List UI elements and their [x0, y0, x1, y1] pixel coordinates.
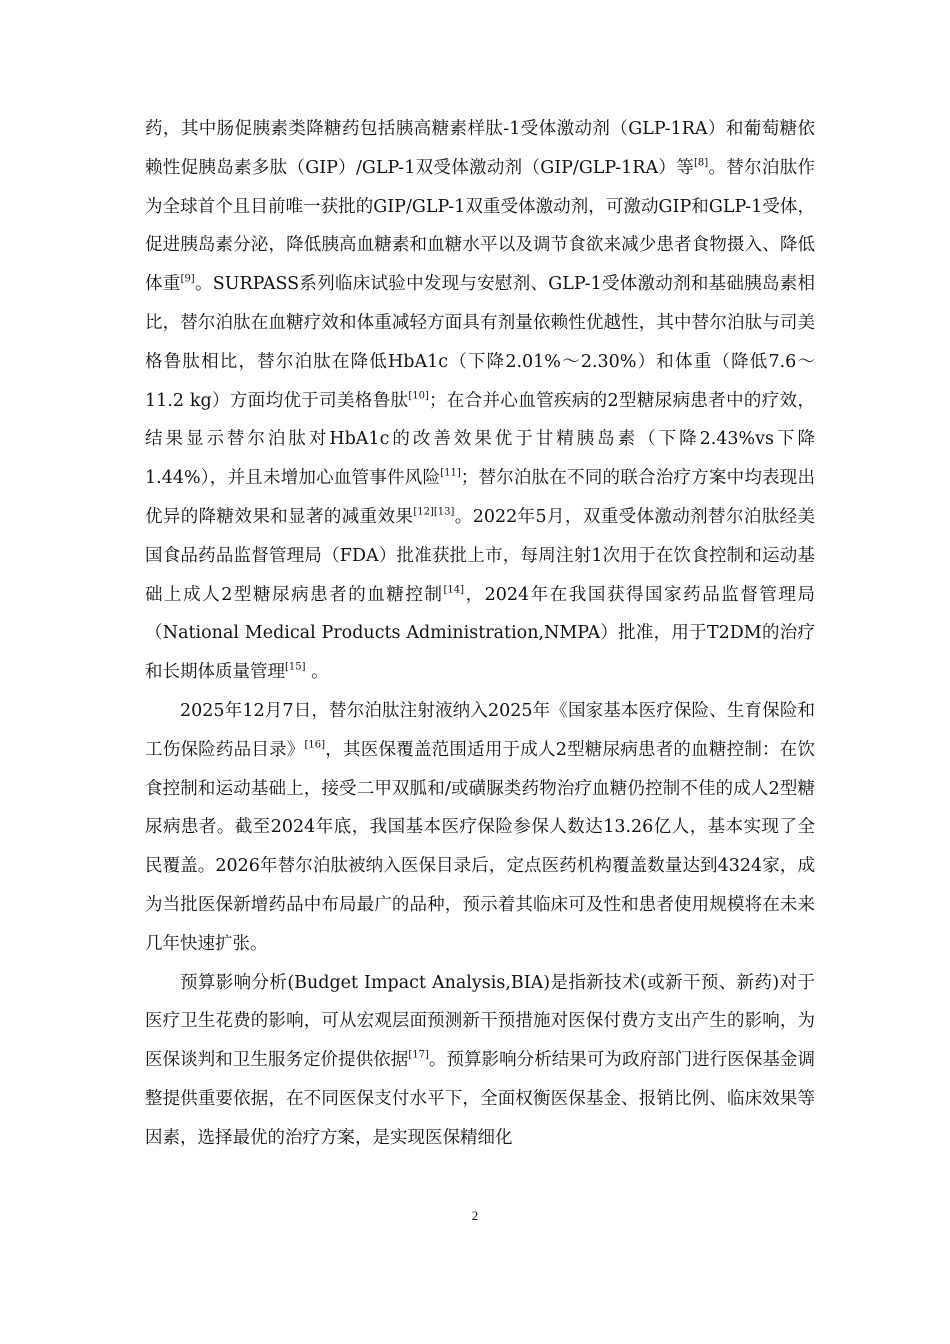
body-text [145, 110, 815, 1158]
text-run: 药，其中肠促胰素类降糖药包括胰高糖素样肽-1受体激动剂（GLP-1RA）和葡萄糖依赖性促胰岛素多肽（GIP）/GLP-1双受体激动剂（GIP/GLP-1RA）等 [145, 119, 815, 178]
citation-marker: [11] [440, 467, 461, 479]
citation-marker: [15] [285, 661, 306, 673]
text-run: ，其医保覆盖范围适用于成人2型糖尿病患者的血糖控制：在饮食控制和运动基础上，接受二甲双胍和/或磺脲类药物治疗血糖仍控制不佳的成人2型糖尿病患者。截至2024年底，我国基本医疗保险参保人数达13.26亿人，基本实现了全民覆盖。2026年替尔泊肽被纳入医保目录后，定点医药机构覆盖数量达到4324家，成为当批医保新增药品中布局最广的品种，预示着其临床可及性和患者使用规模将在未来几年快速扩张。 [145, 739, 815, 954]
text-run: 。SURPASS系列临床试验中发现与安慰剂、GLP-1受体激动剂和基础胰岛素相比，替尔泊肽在血糖疗效和体重减轻方面具有剂量依赖性优越性，其中替尔泊肽与司美格鲁肽相比，替尔泊肽在降低HbA1c（下降2.01%～2.30%）和体重（降低7.6～11.2 kg）方面均优于司美格鲁肽 [145, 274, 815, 411]
text-run: 。预算影响分析结果可为政府部门进行医保基金调整提供重要依据，在不同医保支付水平下，全面权衡医保基金、报销比例、临床效果等因素，选择最优的治疗方案，是实现医保精细化 [145, 1050, 816, 1148]
citation-marker: [17] [408, 1049, 429, 1061]
text-run: 。 [305, 662, 329, 683]
text-run: ，2024年在我国获得国家药品监督管理局（National Medical Products Administration,NMPA）批准，用于T2DM的治疗和长期体质量管理 [145, 584, 815, 683]
citation-marker: [8] [694, 157, 709, 169]
paragraph [145, 110, 815, 692]
text-run: 预算影响分析(Budget Impact Analysis,BIA)是指新技术(或新干预、新药)对于医疗卫生花费的影响，可从宏观层面预测新干预措施对医保付费方支出产生的影响，为医保谈判和卫生服务定价提供依据 [145, 972, 815, 1071]
paragraph [145, 964, 815, 1158]
citation-marker: [9] [180, 273, 195, 285]
paragraph [145, 692, 815, 964]
text-run: 。替尔泊肽作为全球首个且目前唯一获批的GIP/GLP-1双重受体激动剂，可激动GIP和GLP-1受体，促进胰岛素分泌，降低胰高血糖素和血糖水平以及调节食欲来减少患者食物摄入、降低体重 [145, 157, 815, 295]
text-run: ；在合并心血管疾病的2型糖尿病患者中的疗效，结果显示替尔泊肽对HbA1c的改善效果优于甘精胰岛素（下降2.43%vs下降1.44%），并且未增加心血管事件风险 [145, 390, 815, 489]
text-run: 2025年12月7日，替尔泊肽注射液纳入2025年《国家基本医疗保险、生育保险和工伤保险药品目录》 [145, 700, 815, 760]
text-run: ；替尔泊肽在不同的联合治疗方案中均表现出优异的降糖效果和显著的减重效果 [145, 468, 816, 527]
citation-marker: [12][13] [413, 506, 455, 518]
citation-marker: [14] [443, 584, 465, 596]
text-run: 。2022年5月，双重受体激动剂替尔泊肽经美国食品药品监督管理局（FDA）批准获批上市，每周注射1次用于在饮食控制和运动基础上成人2型糖尿病患者的血糖控制 [145, 506, 816, 605]
citation-marker: [10] [408, 390, 429, 402]
citation-marker: [16] [304, 739, 326, 751]
page-number: 2 [471, 1208, 479, 1223]
